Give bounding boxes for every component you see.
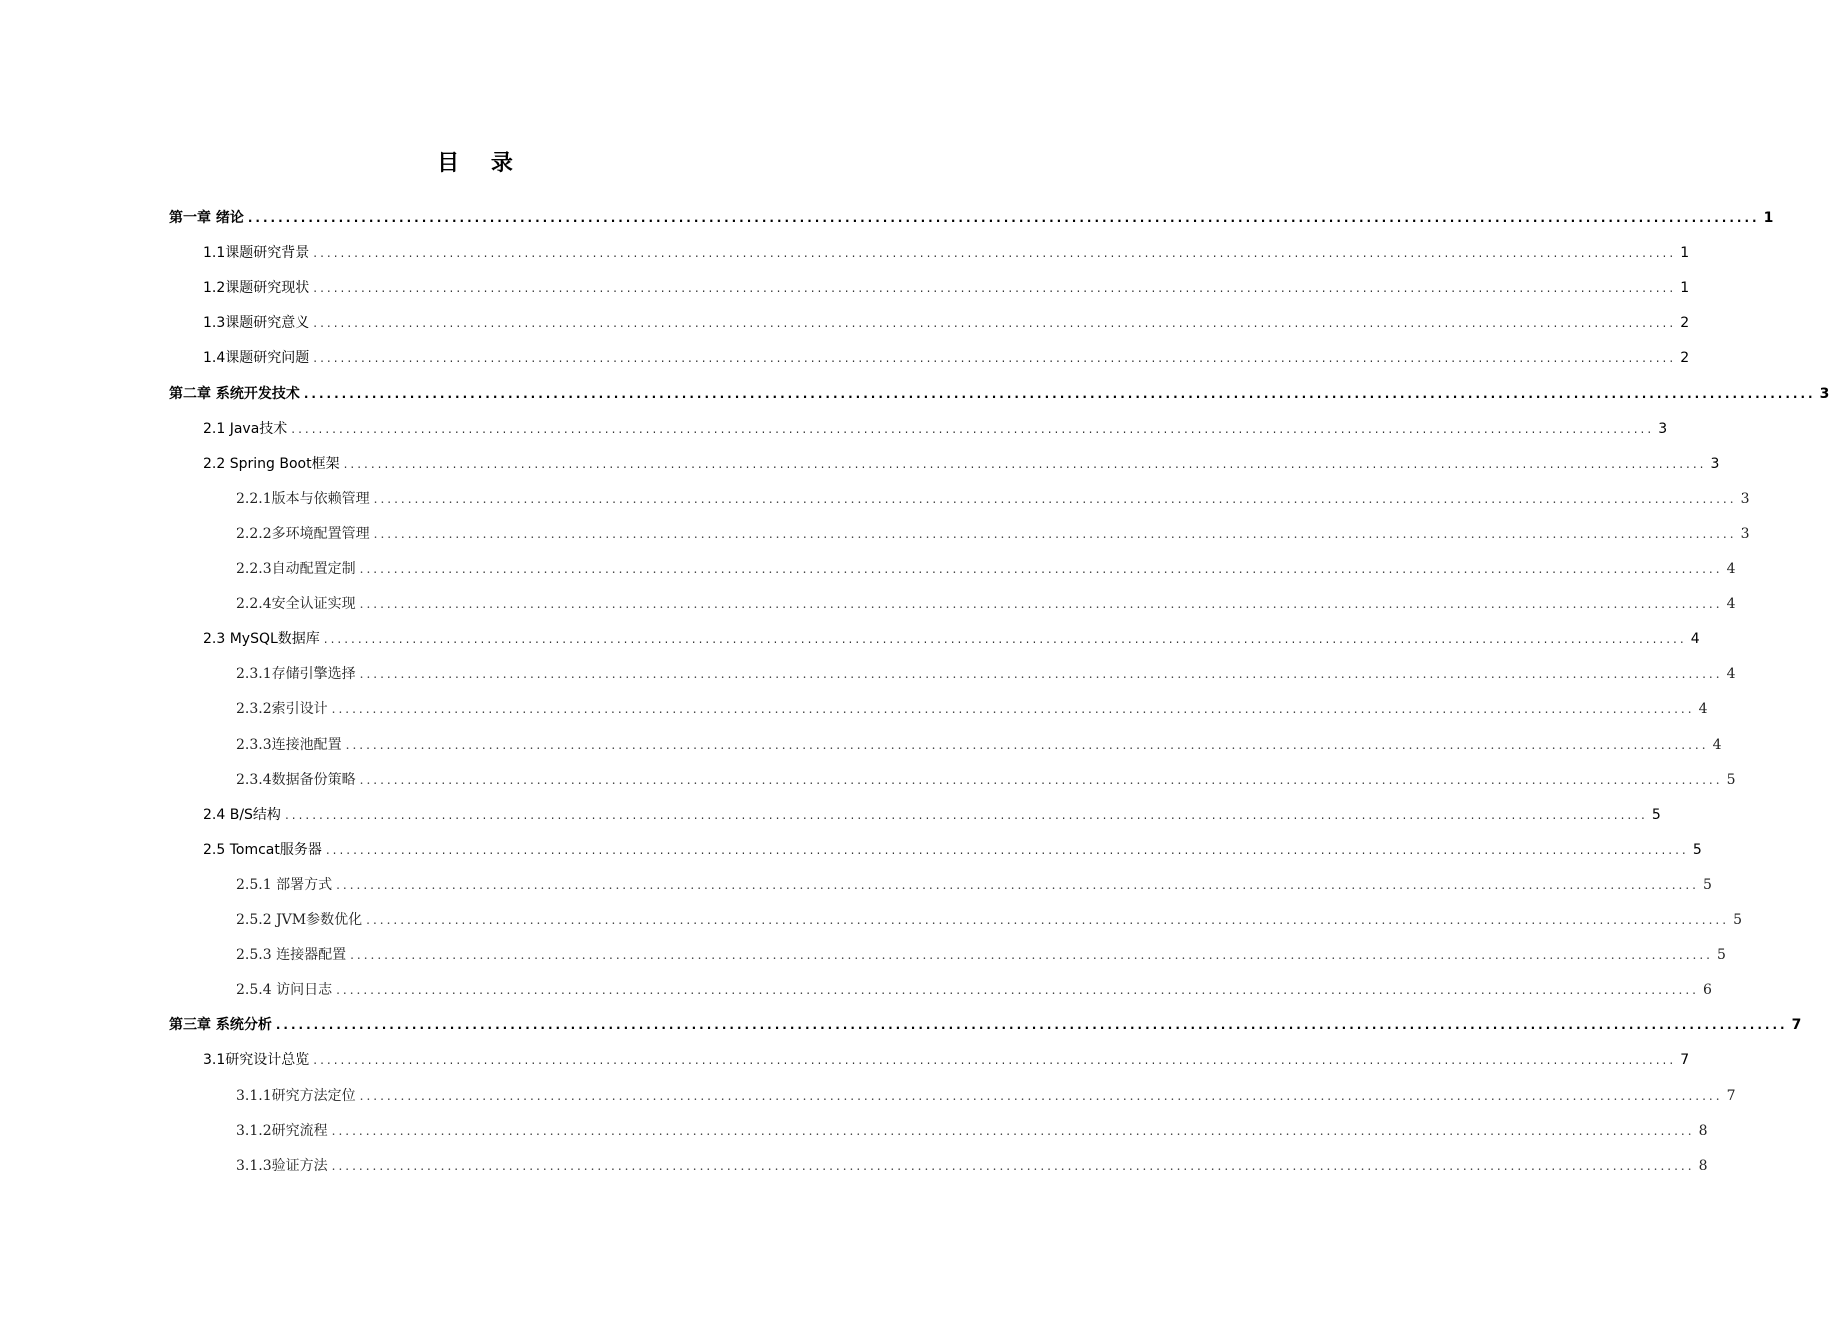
toc-subsection-entry[interactable] (236, 873, 1712, 897)
toc-dot-leader: ........................................................................................................................................................................................................ (331, 1158, 1695, 1173)
toc-chapter-entry[interactable] (169, 206, 1774, 230)
toc-subsection-entry[interactable] (236, 1119, 1708, 1143)
toc-entry-label: 2.1 Java技术 (203, 420, 288, 437)
toc-entry-label: 第一章 绪论 (169, 210, 244, 226)
toc-page-number: 1 (1763, 210, 1774, 226)
toc-entry-label: 3.1.1研究方法定位 (236, 1087, 356, 1104)
toc-dot-leader: ........................................................................................................................................................................................................ (275, 1018, 1788, 1033)
toc-entry-label: 3.1研究设计总览 (203, 1052, 310, 1069)
toc-page-number: 5 (1703, 876, 1712, 893)
toc-entry-label: 2.3.4数据备份策略 (236, 771, 356, 788)
toc-dot-leader: ........................................................................................................................................................................................................ (373, 491, 1737, 506)
toc-page-number: 3 (1710, 455, 1720, 472)
toc-entry-label: 2.3.2索引设计 (236, 701, 328, 718)
toc-page-number: 2 (1680, 350, 1690, 367)
toc-section-entry[interactable] (203, 452, 1720, 476)
toc-section-entry[interactable] (203, 241, 1690, 265)
toc-dot-leader: ........................................................................................................................................................................................................ (313, 281, 1677, 296)
toc-dot-leader: ........................................................................................................................................................................................................ (284, 807, 1648, 822)
toc-page-number: 5 (1733, 912, 1743, 928)
toc-dot-leader: ........................................................................................................................................................................................................ (323, 632, 1687, 647)
toc-entry-label: 2.2.4安全认证实现 (236, 596, 356, 613)
page-title: 目 录 (437, 151, 525, 176)
toc-subsection-entry[interactable] (236, 592, 1736, 616)
toc-dot-leader: ........................................................................................................................................................................................................ (359, 772, 1723, 787)
toc-chapter-entry[interactable] (169, 1013, 1802, 1037)
toc-page-number: 2 (1680, 315, 1690, 332)
toc-page-number: 4 (1690, 631, 1700, 648)
toc-dot-leader: ........................................................................................................................................................................................................ (359, 1088, 1723, 1103)
toc-dot-leader: ........................................................................................................................................................................................................ (336, 877, 1699, 892)
toc-page-number: 5 (1717, 947, 1726, 964)
toc-subsection-entry[interactable] (236, 662, 1736, 686)
toc-dot-leader: ........................................................................................................................................................................................................ (359, 667, 1723, 682)
toc-dot-leader: ........................................................................................................................................................................................................ (313, 351, 1677, 366)
toc-entry-label: 2.2 Spring Boot框架 (203, 455, 340, 472)
toc-section-entry[interactable] (203, 1048, 1690, 1072)
toc-entry-label: 第三章 系统分析 (169, 1017, 272, 1034)
toc-dot-leader: ........................................................................................................................................................................................................ (373, 526, 1737, 541)
toc-page-number: 6 (1703, 982, 1712, 999)
toc-page-number: 7 (1680, 1052, 1690, 1069)
toc-entry-label: 2.3 MySQL数据库 (203, 631, 320, 648)
toc-entry-label: 1.2课题研究现状 (203, 280, 310, 297)
toc-dot-leader: ........................................................................................................................................................................................................ (303, 386, 1816, 401)
toc-section-entry[interactable] (203, 627, 1700, 651)
toc-entry-label: 1.1课题研究背景 (203, 245, 310, 262)
toc-dot-leader: ........................................................................................................................................................................................................ (331, 1123, 1695, 1138)
toc-page-number: 8 (1698, 1122, 1708, 1139)
toc-subsection-entry[interactable] (236, 522, 1750, 546)
toc-page-number: 3 (1740, 525, 1750, 542)
toc-page-number: 4 (1726, 666, 1736, 683)
toc-entry-label: 2.5.1 部署方式 (236, 876, 333, 893)
toc-dot-leader: ........................................................................................................................................................................................................ (313, 246, 1677, 261)
toc-entry-label: 2.5.3 连接器配置 (236, 947, 347, 964)
toc-page-number: 5 (1651, 806, 1661, 823)
toc-page-number: 1 (1680, 245, 1690, 262)
toc-page-number: 7 (1726, 1087, 1736, 1104)
toc-section-entry[interactable] (203, 417, 1668, 441)
toc-dot-leader: ........................................................................................................................................................................................................ (313, 316, 1677, 331)
toc-entry-label: 2.5.2 JVM参数优化 (236, 912, 363, 928)
toc-subsection-entry[interactable] (236, 1084, 1736, 1108)
toc-entry-label: 1.4课题研究问题 (203, 350, 310, 367)
toc-dot-leader: ........................................................................................................................................................................................................ (350, 948, 1713, 963)
toc-section-entry[interactable] (203, 276, 1690, 300)
toc-entry-label: 2.4 B/S结构 (203, 806, 281, 823)
toc-dot-leader: ........................................................................................................................................................................................................ (343, 456, 1707, 471)
toc-entry-label: 1.3课题研究意义 (203, 315, 310, 332)
toc-entry-label: 第二章 系统开发技术 (169, 385, 300, 402)
toc-dot-leader: ........................................................................................................................................................................................................ (313, 1053, 1677, 1068)
toc-dot-leader: ........................................................................................................................................................................................................ (336, 983, 1699, 998)
toc-section-entry[interactable] (203, 311, 1690, 335)
toc-entry-label: 3.1.2研究流程 (236, 1122, 328, 1139)
toc-entry-label: 2.3.3连接池配置 (236, 736, 342, 753)
toc-page-number: 4 (1726, 596, 1736, 613)
toc-dot-leader: ........................................................................................................................................................................................................ (359, 597, 1723, 612)
toc-dot-leader: ........................................................................................................................................................................................................ (325, 842, 1689, 857)
toc-subsection-entry[interactable] (236, 768, 1736, 792)
toc-dot-leader: ........................................................................................................................................................................................................ (366, 913, 1730, 927)
toc-dot-leader: ........................................................................................................................................................................................................ (359, 562, 1723, 576)
toc-dot-leader: ........................................................................................................................................................................................................ (345, 737, 1709, 752)
toc-page-number: 8 (1698, 1157, 1708, 1174)
toc-dot-leader: ........................................................................................................................................................................................................ (291, 421, 1655, 436)
toc-page-number: 4 (1698, 701, 1708, 718)
toc-dot-leader: ........................................................................................................................................................................................................ (331, 702, 1695, 717)
toc-subsection-entry[interactable] (236, 908, 1743, 932)
toc-page-number: 5 (1692, 841, 1702, 858)
toc-page-number: 3 (1658, 420, 1668, 437)
toc-section-entry[interactable] (203, 803, 1661, 827)
toc-page-number: 3 (1819, 385, 1829, 402)
toc-subsection-entry[interactable] (236, 487, 1750, 511)
toc-entry-label: 3.1.3验证方法 (236, 1157, 328, 1174)
toc-page-number: 7 (1791, 1017, 1802, 1034)
toc-entry-label: 2.2.3自动配置定制 (236, 561, 356, 577)
toc-subsection-entry[interactable] (236, 557, 1736, 581)
toc-chapter-entry[interactable] (169, 382, 1829, 406)
toc-page-number: 4 (1712, 736, 1722, 753)
toc-subsection-entry[interactable] (236, 943, 1726, 967)
toc-entry-label: 2.2.2多环境配置管理 (236, 525, 370, 542)
toc-section-entry[interactable] (203, 838, 1702, 862)
toc-subsection-entry[interactable] (236, 733, 1722, 757)
toc-subsection-entry[interactable] (236, 1154, 1708, 1178)
toc-subsection-entry[interactable] (236, 697, 1708, 721)
toc-dot-leader: ........................................................................................................................................................................................................ (247, 211, 1760, 225)
toc-entry-label: 2.2.1版本与依赖管理 (236, 490, 370, 507)
toc-page-number: 1 (1680, 280, 1690, 297)
toc-page-number: 4 (1726, 561, 1736, 577)
toc-subsection-entry[interactable] (236, 978, 1712, 1002)
toc-entry-label: 2.5 Tomcat服务器 (203, 841, 322, 858)
toc-page-number: 3 (1740, 490, 1750, 507)
toc-entry-label: 2.3.1存储引擎选择 (236, 666, 356, 683)
toc-section-entry[interactable] (203, 346, 1690, 370)
toc-page-number: 5 (1726, 771, 1736, 788)
toc-entry-label: 2.5.4 访问日志 (236, 982, 333, 999)
